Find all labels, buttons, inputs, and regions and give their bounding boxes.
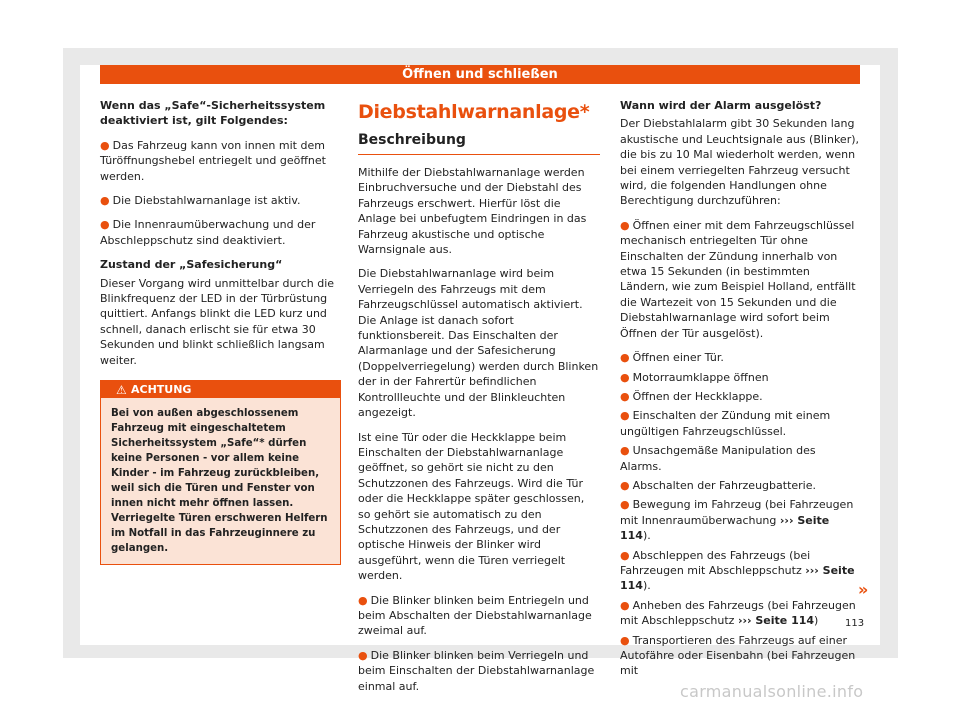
list-item: ● Öffnen einer mit dem Fahrzeugschlüssel mechanisch entriegelten Tür ohne Einschalten der Zündung innerhalb von etwa 15 Sekunden (in bestimmten Ländern, wie zum Beispiel Holland, entfällt die Wartezeit von 15 Sekunden und die Diebstahlwarnanlage wird sofort beim Öffnen der Tür ausgelöst). <box>620 218 856 340</box>
page-number: 113 <box>845 618 865 629</box>
list-item: ● Motorraumklappe öffnen <box>620 370 769 384</box>
list-item: ● Die Blinker blinken beim Entriegeln und beim Abschalten der Diebstahlwarnanlage zweimal auf. <box>358 593 592 638</box>
watermark: carmanualsonline.info <box>680 682 864 701</box>
page-reference-link[interactable]: ››› Seite 114 <box>737 614 815 628</box>
warning-header <box>101 381 340 398</box>
alarm-heading: Wann wird der Alarm ausgelöst? <box>620 99 822 112</box>
paragraph: Ist eine Tür oder die Heckklappe beim Einschalten der Diebstahlwarnanlage geöffnet, so gehört sie nicht zu den Schutzzonen des Fahrzeugs. Wird die Tür oder die Heckklappe später geschlossen, so gehört sie automatisch zu den Schutzzonen des Fahrzeugs, und der optische Hinweis der Blinker wird ausgeführt, wenn die Türen verriegelt werden. <box>358 430 585 583</box>
list-item: ● Bewegung im Fahrzeug (bei Fahrzeugen mit Innenraumüberwachung ››› Seite 114). <box>620 498 854 543</box>
warning-title: ACHTUNG <box>131 383 192 397</box>
page-title: Diebstahlwarnanlage* <box>358 101 590 123</box>
column-right <box>620 98 860 683</box>
page-reference-link[interactable]: ››› Seite 114 <box>620 563 855 593</box>
paragraph: Der Diebstahlalarm gibt 30 Sekunden lang akustische und Leuchtsignale aus (Blinker), die bis zu 10 Mal wiederholt werden, wenn bei einem verriegelten Fahrzeug versucht wird, die folgenden Handlungen ohne Berechtigung durchzuführen: <box>620 117 860 208</box>
list-item: ● Unsachgemäße Manipulation des Alarms. <box>620 444 816 473</box>
list-item: ● Das Fahrzeug kann von innen mit dem Türöffnungshebel entriegelt und geöffnet werden. <box>100 138 326 183</box>
section-subtitle: Beschreibung <box>358 132 600 155</box>
warning-box <box>100 380 341 565</box>
list-item: ● Die Innenraumüberwachung und der Abschleppschutz sind deaktiviert. <box>100 218 316 247</box>
list-item: ● Öffnen einer Tür. <box>620 351 724 365</box>
warning-text: Bei von außen abgeschlossenem Fahrzeug mit eingeschaltetem Sicherheitssystem „Safe“* dürfen keine Personen - vor allem keine Kinder - im Fahrzeug zurückbleiben, weil sich die Türen und Fenster von innen nicht mehr öffnen lassen. Verriegelte Türen erschweren Helfern im Notfall in das Fahrzeuginnere zu gelangen. <box>101 398 340 564</box>
paragraph: Mithilfe der Diebstahlwarnanlage werden Einbruchversuche und der Diebstahl des Fahrzeugs erschwert. Hierfür löst die Anlage bei unbefugtem Eindringen in das Fahrzeug akustische und optische Warnsignale aus. <box>358 166 587 257</box>
list-item: ● Transportieren des Fahrzeugs auf einer Autofähre oder Eisenbahn (bei Fahrzeugen mit <box>620 633 856 678</box>
list-item: ● Anheben des Fahrzeugs (bei Fahrzeugen mit Abschleppschutz ››› Seite 114) <box>620 598 856 628</box>
warning-triangle-icon: ⚠ <box>116 383 127 398</box>
continue-mark: » <box>858 580 869 599</box>
state-heading: Zustand der „Safesicherung“ <box>100 258 283 272</box>
list-item: ● Öffnen der Heckklappe. <box>620 389 763 403</box>
list-item: ● Die Blinker blinken beim Verriegeln und beim Einschalten der Diebstahlwarnanlage einmal auf. <box>358 648 595 693</box>
column-left <box>100 98 341 565</box>
intro-heading: Wenn das „Safe“-Sicherheitssystem deaktiviert ist, gilt Folgendes: <box>100 99 326 128</box>
list-item: ● Die Diebstahlwarnanlage ist aktiv. <box>100 194 301 208</box>
list-item: ● Abschalten der Fahrzeugbatterie. <box>620 478 816 492</box>
section-header: Öffnen und schließen <box>100 65 860 84</box>
page-reference-link[interactable]: ››› Seite 114 <box>620 513 830 543</box>
list-item: ● Abschleppen des Fahrzeugs (bei Fahrzeugen mit Abschleppschutz ››› Seite 114). <box>620 548 855 593</box>
state-text: Dieser Vorgang wird unmittelbar durch die Blinkfrequenz der LED in der Türbrüstung quittiert. Anfangs blinkt die LED kurz und schnell, danach erlischt sie für etwa 30 Sekunden und blinkt schließlich langsam weiter. <box>100 276 335 367</box>
column-middle <box>358 98 600 703</box>
list-item: ● Einschalten der Zündung mit einem ungültigen Fahrzeugschlüssel. <box>620 409 831 438</box>
paragraph: Die Diebstahlwarnanlage wird beim Verriegeln des Fahrzeugs mit dem Fahrzeugschlüssel automatisch aktiviert. Die Anlage ist danach sofort funktionsbereit. Das Einschalten der Alarmanlage und der Safesicherung (Doppelverriegelung) werden durch Blinken der in der Fahrertür befindlichen Kontrollleuchte und der Blinkleuchten angezeigt. <box>358 267 599 420</box>
